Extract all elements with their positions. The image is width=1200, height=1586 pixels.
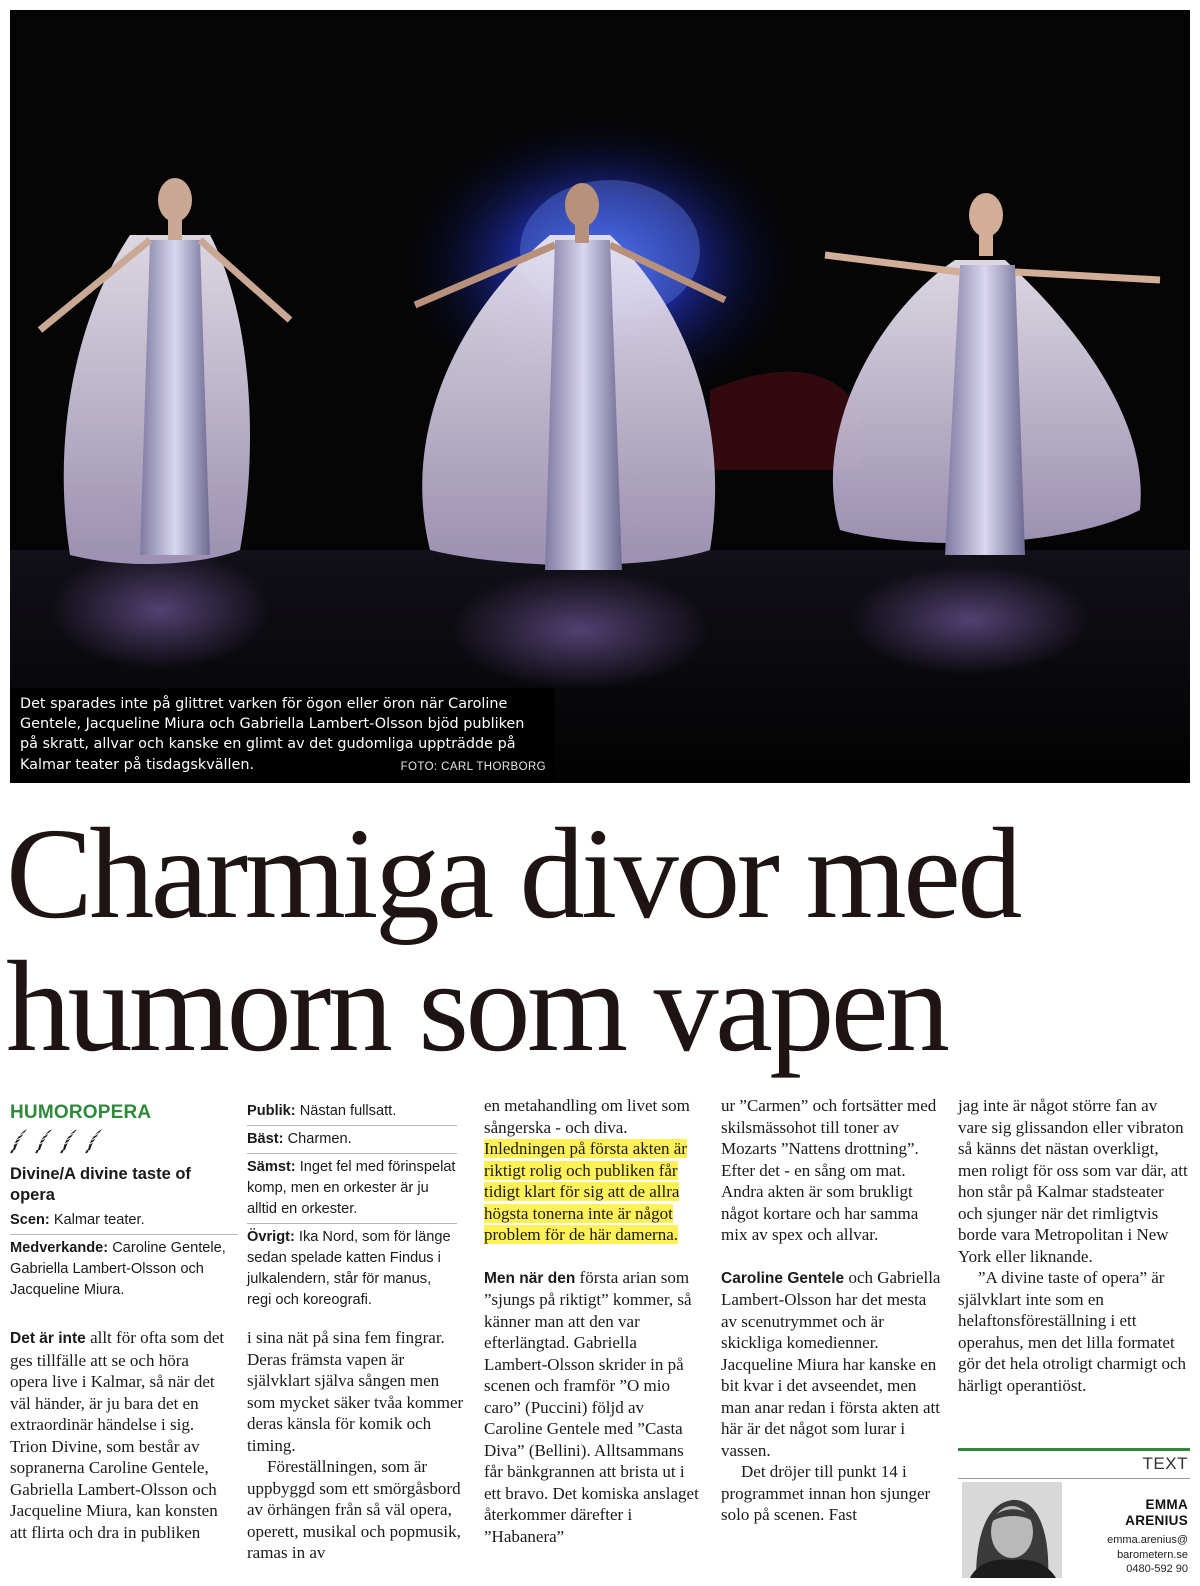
fact-samst	[247, 1153, 457, 1223]
paragraph	[484, 1267, 704, 1548]
body-column-3	[484, 1095, 704, 1547]
fact-label: Sämst:	[247, 1159, 296, 1175]
fact-value: Nästan fullsatt.	[299, 1103, 397, 1119]
quill-pen-icon	[10, 1128, 30, 1158]
review-genre: HUMOROPERA	[10, 1102, 152, 1123]
photo-caption-box	[10, 688, 555, 783]
fact-ovrigt	[247, 1223, 457, 1314]
fact-value: Ika Nord, som för länge sedan spelade katten Findus i julkalendern, står för manus, regi och koreografi.	[247, 1229, 451, 1308]
paragraph-text: och Gabriella Lambert-Olsson har det mesta av scenutrymmet och är skickliga komedienner. Jacqueline Miura har kanske en bit kvar i det avseendet, men man anar redan i första akten att här är det något som lurar i vassen.	[721, 1267, 941, 1460]
fact-publik	[247, 1098, 457, 1125]
fact-value: Caroline Gentele, Gabriella Lambert-Olsson och Jacqueline Miura.	[10, 1240, 226, 1298]
paragraph: ur ”Carmen” och fortsätter med skilsmässohot till toner av Mozarts ”Nattens drottning”. Efter det - en sång om mat. Andra akten är som brukligt något kortare och har samma mix av spex och allvar.	[721, 1096, 937, 1244]
headline	[6, 802, 1196, 1079]
author-contact	[1107, 1533, 1188, 1577]
photo-credit: FOTO: CARL THORBORG	[400, 761, 546, 773]
lead-in: Caroline Gentele	[721, 1269, 845, 1287]
divider	[958, 1478, 1190, 1479]
factbox-right	[247, 1098, 457, 1314]
fact-scen	[10, 1207, 238, 1234]
body-column-1	[10, 1327, 230, 1543]
stage-photo-illustration	[10, 10, 1190, 783]
fact-value: Inget fel med förinspelat komp, men en orkester är ju alltid en orkester.	[247, 1159, 456, 1217]
headline-line-2: humorn som vapen	[6, 935, 947, 1079]
fact-label: Övrigt:	[247, 1229, 295, 1245]
byline	[958, 1448, 1190, 1581]
fact-label: Scen:	[10, 1212, 50, 1228]
body-column-2	[247, 1327, 465, 1564]
author-first-name: EMMA	[1145, 1497, 1188, 1512]
paragraph-text: en metahandling om livet som sångerska - och diva.	[484, 1096, 690, 1137]
paragraph	[484, 1095, 704, 1246]
fact-bast	[247, 1125, 457, 1153]
body-column-4	[721, 1095, 941, 1526]
paragraph-text: allt för ofta som det ges tillfälle att se och höra opera live i Kalmar, så när det väl händer, är ju bara det en extraordinär händelse i sig. Trion Divine, som består av sopranerna Caroline Gentele, Gabriella Lambert-Olsson och Jacqueline Miura, kan konsten att flirta och dra in publiken	[10, 1328, 225, 1542]
fact-value: Kalmar teater.	[53, 1212, 145, 1228]
fact-label: Bäst:	[247, 1131, 284, 1147]
factbox-left	[10, 1207, 238, 1304]
headline-line-1: Charmiga divor med	[6, 802, 1019, 946]
author-phone: 0480-592 90	[1126, 1563, 1188, 1575]
paragraph-text: första arian som ”sjungs på riktigt” kommer, så känner man att den var efterlängtad. Gabriella Lambert-Olsson skrider in på scenen och framför ”O mio caro” (Puccini) följd av Caroline Gentele med ”Casta Diva” (Bellini). Alltsammans får bänkgrannen att brista ut i ett bravo. Det komiska anslaget återkommer därefter i ”Habanera”	[484, 1267, 699, 1546]
fact-label: Medverkande:	[10, 1240, 109, 1256]
quill-pen-icon	[60, 1128, 80, 1158]
author-last-name: ARENIUS	[1125, 1513, 1188, 1528]
paragraph: Föreställningen, som är uppbyggd som ett smörgåsbord av örhängen från så väl opera, operett, musikal och popmusik, ramas in av	[247, 1457, 461, 1562]
quill-pen-icon	[35, 1128, 55, 1158]
author-email-part-1: emma.arenius@	[1107, 1534, 1188, 1546]
lead-in: Det är inte	[10, 1330, 86, 1347]
lead-in: Men när den	[484, 1269, 576, 1287]
quill-pen-icon	[85, 1128, 105, 1158]
rating	[10, 1128, 105, 1158]
fact-label: Publik:	[247, 1103, 296, 1119]
paragraph	[10, 1327, 230, 1543]
paragraph: i sina nät på sina fem fingrar. Deras främsta vapen är självklart själva sången men som mycket säker tvåa kommer deras känsla för komik och timing.	[247, 1328, 464, 1455]
highlighted-text: Inledningen på första akten är riktigt rolig och publiken får tidigt klart för sig att de allra högsta tonerna inte är något problem för de här damerna.	[484, 1139, 687, 1244]
body-column-5	[958, 1095, 1190, 1396]
photo-caption: Det sparades inte på glittret varken för ögon eller öron när Caroline Gentele, Jacqueline Miura och Gabriella Lambert-Olsson bjöd publiken på skratt, allvar och kanske en glimt av det gudomliga uppträdde på Kalmar teater på tisdagskvällen.	[20, 696, 525, 773]
paragraph: Det dröjer till punkt 14 i programmet innan hon sjunger solo på scenen. Fast	[721, 1462, 931, 1524]
paragraph	[721, 1267, 941, 1462]
show-title: Divine/A divine taste of opera	[10, 1165, 191, 1204]
byline-label: TEXT	[1142, 1454, 1188, 1473]
author-name	[1125, 1497, 1188, 1529]
article-photo	[10, 10, 1190, 783]
author-email-part-2: barometern.se	[1117, 1548, 1188, 1561]
fact-value: Charmen.	[287, 1131, 352, 1147]
paragraph: jag inte är något större fan av vare sig glissandon eller vibraton så känns det nästan overkligt, men roligt för oss som var där, att hon står på Kalmar stadsteater och sjunger när det rimligtvis borde vara Metropolitan i New York eller liknande.	[958, 1096, 1188, 1266]
author-portrait	[962, 1482, 1062, 1578]
fact-medverkande	[10, 1234, 238, 1304]
paragraph: ”A divine taste of opera” är självklart inte som en helaftonsföreställning i ett operahus, men det lilla formatet gör det hela otroligt charmigt och härligt operantiöst.	[958, 1268, 1187, 1395]
